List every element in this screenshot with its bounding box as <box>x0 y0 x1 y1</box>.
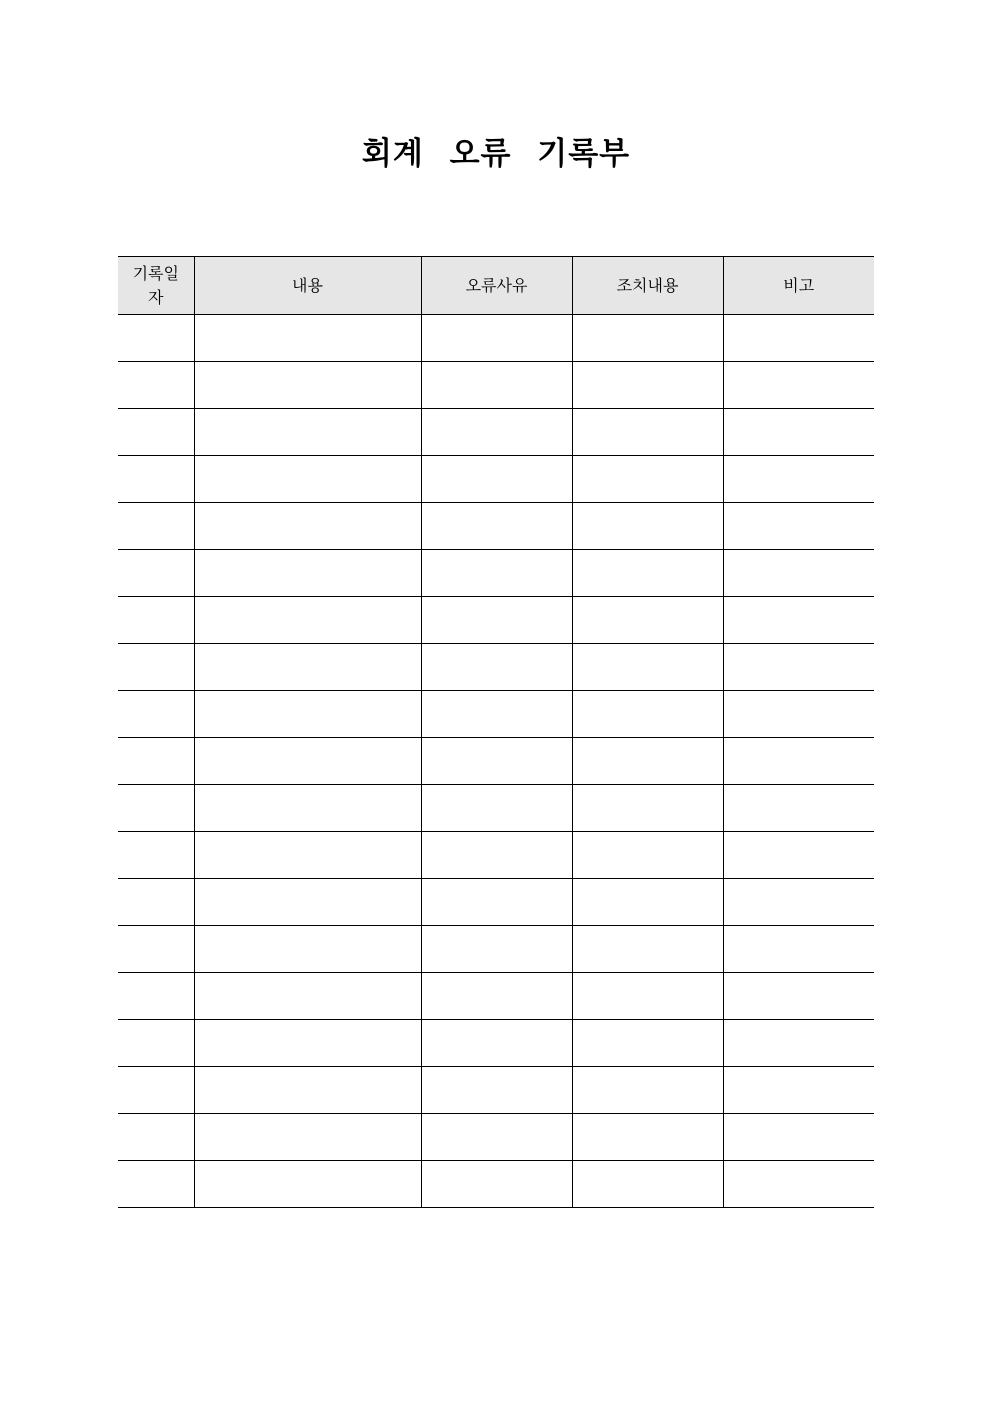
content-cell[interactable] <box>194 926 421 973</box>
action-taken-cell[interactable] <box>572 456 723 503</box>
error-reason-cell[interactable] <box>421 644 572 691</box>
record-date-cell[interactable] <box>118 738 194 785</box>
action-taken-cell[interactable] <box>572 973 723 1020</box>
error-log-table <box>118 256 874 1208</box>
action-taken-cell[interactable] <box>572 550 723 597</box>
error-reason-cell[interactable] <box>421 362 572 409</box>
content-cell[interactable] <box>194 550 421 597</box>
table-row <box>118 926 874 973</box>
remarks-cell[interactable] <box>723 879 874 926</box>
remarks-cell[interactable] <box>723 1161 874 1208</box>
error-reason-cell[interactable] <box>421 832 572 879</box>
remarks-cell[interactable] <box>723 832 874 879</box>
header-record-date: 기록일자 <box>118 257 194 315</box>
content-cell[interactable] <box>194 738 421 785</box>
remarks-cell[interactable] <box>723 597 874 644</box>
error-reason-cell[interactable] <box>421 597 572 644</box>
table-row <box>118 973 874 1020</box>
record-date-cell[interactable] <box>118 362 194 409</box>
record-date-cell[interactable] <box>118 1161 194 1208</box>
action-taken-cell[interactable] <box>572 785 723 832</box>
content-cell[interactable] <box>194 973 421 1020</box>
record-date-cell[interactable] <box>118 785 194 832</box>
remarks-cell[interactable] <box>723 926 874 973</box>
remarks-cell[interactable] <box>723 315 874 362</box>
table-row <box>118 785 874 832</box>
content-cell[interactable] <box>194 315 421 362</box>
content-cell[interactable] <box>194 879 421 926</box>
error-reason-cell[interactable] <box>421 785 572 832</box>
error-reason-cell[interactable] <box>421 550 572 597</box>
content-cell[interactable] <box>194 409 421 456</box>
content-cell[interactable] <box>194 691 421 738</box>
error-reason-cell[interactable] <box>421 1020 572 1067</box>
record-date-cell[interactable] <box>118 597 194 644</box>
record-date-cell[interactable] <box>118 1067 194 1114</box>
table-header-row <box>118 257 874 315</box>
action-taken-cell[interactable] <box>572 738 723 785</box>
error-reason-cell[interactable] <box>421 315 572 362</box>
remarks-cell[interactable] <box>723 738 874 785</box>
table-row <box>118 1067 874 1114</box>
record-date-cell[interactable] <box>118 550 194 597</box>
content-cell[interactable] <box>194 785 421 832</box>
remarks-cell[interactable] <box>723 1020 874 1067</box>
error-reason-cell[interactable] <box>421 1114 572 1161</box>
error-reason-cell[interactable] <box>421 1067 572 1114</box>
table-row <box>118 832 874 879</box>
content-cell[interactable] <box>194 644 421 691</box>
error-reason-cell[interactable] <box>421 456 572 503</box>
record-date-cell[interactable] <box>118 644 194 691</box>
table-row <box>118 503 874 550</box>
action-taken-cell[interactable] <box>572 691 723 738</box>
table-row <box>118 550 874 597</box>
header-action-taken: 조치내용 <box>572 257 723 315</box>
action-taken-cell[interactable] <box>572 926 723 973</box>
header-content: 내용 <box>194 257 421 315</box>
record-date-cell[interactable] <box>118 691 194 738</box>
content-cell[interactable] <box>194 456 421 503</box>
remarks-cell[interactable] <box>723 456 874 503</box>
table-row <box>118 597 874 644</box>
record-date-cell[interactable] <box>118 409 194 456</box>
table-body <box>118 315 874 1208</box>
table-row <box>118 1114 874 1161</box>
action-taken-cell[interactable] <box>572 879 723 926</box>
remarks-cell[interactable] <box>723 973 874 1020</box>
table-row <box>118 879 874 926</box>
remarks-cell[interactable] <box>723 644 874 691</box>
action-taken-cell[interactable] <box>572 597 723 644</box>
record-date-cell[interactable] <box>118 315 194 362</box>
action-taken-cell[interactable] <box>572 315 723 362</box>
record-date-cell[interactable] <box>118 1020 194 1067</box>
table-row <box>118 409 874 456</box>
header-remarks: 비고 <box>723 257 874 315</box>
error-reason-cell[interactable] <box>421 738 572 785</box>
error-reason-cell[interactable] <box>421 926 572 973</box>
content-cell[interactable] <box>194 1067 421 1114</box>
error-reason-cell[interactable] <box>421 503 572 550</box>
record-date-cell[interactable] <box>118 879 194 926</box>
error-reason-cell[interactable] <box>421 691 572 738</box>
content-cell[interactable] <box>194 1020 421 1067</box>
remarks-cell[interactable] <box>723 550 874 597</box>
record-date-cell[interactable] <box>118 973 194 1020</box>
action-taken-cell[interactable] <box>572 409 723 456</box>
content-cell[interactable] <box>194 832 421 879</box>
table-row <box>118 1020 874 1067</box>
header-error-reason: 오류사유 <box>421 257 572 315</box>
error-reason-cell[interactable] <box>421 973 572 1020</box>
remarks-cell[interactable] <box>723 362 874 409</box>
action-taken-cell[interactable] <box>572 1114 723 1161</box>
table-row <box>118 362 874 409</box>
error-reason-cell[interactable] <box>421 409 572 456</box>
action-taken-cell[interactable] <box>572 644 723 691</box>
action-taken-cell[interactable] <box>572 1161 723 1208</box>
table-row <box>118 315 874 362</box>
action-taken-cell[interactable] <box>572 1020 723 1067</box>
error-reason-cell[interactable] <box>421 879 572 926</box>
record-date-cell[interactable] <box>118 926 194 973</box>
action-taken-cell[interactable] <box>572 1067 723 1114</box>
error-reason-cell[interactable] <box>421 1161 572 1208</box>
record-date-cell[interactable] <box>118 503 194 550</box>
remarks-cell[interactable] <box>723 785 874 832</box>
record-date-cell[interactable] <box>118 456 194 503</box>
content-cell[interactable] <box>194 1161 421 1208</box>
document-title: 회계 오류 기록부 <box>361 136 631 172</box>
table-row <box>118 738 874 785</box>
action-taken-cell[interactable] <box>572 832 723 879</box>
content-cell[interactable] <box>194 1114 421 1161</box>
action-taken-cell[interactable] <box>572 503 723 550</box>
record-date-cell[interactable] <box>118 832 194 879</box>
table-row <box>118 456 874 503</box>
content-cell[interactable] <box>194 362 421 409</box>
remarks-cell[interactable] <box>723 1067 874 1114</box>
record-date-cell[interactable] <box>118 1114 194 1161</box>
table-row <box>118 644 874 691</box>
remarks-cell[interactable] <box>723 1114 874 1161</box>
table-row <box>118 691 874 738</box>
remarks-cell[interactable] <box>723 691 874 738</box>
content-cell[interactable] <box>194 503 421 550</box>
remarks-cell[interactable] <box>723 503 874 550</box>
remarks-cell[interactable] <box>723 409 874 456</box>
table-row <box>118 1161 874 1208</box>
content-cell[interactable] <box>194 597 421 644</box>
action-taken-cell[interactable] <box>572 362 723 409</box>
